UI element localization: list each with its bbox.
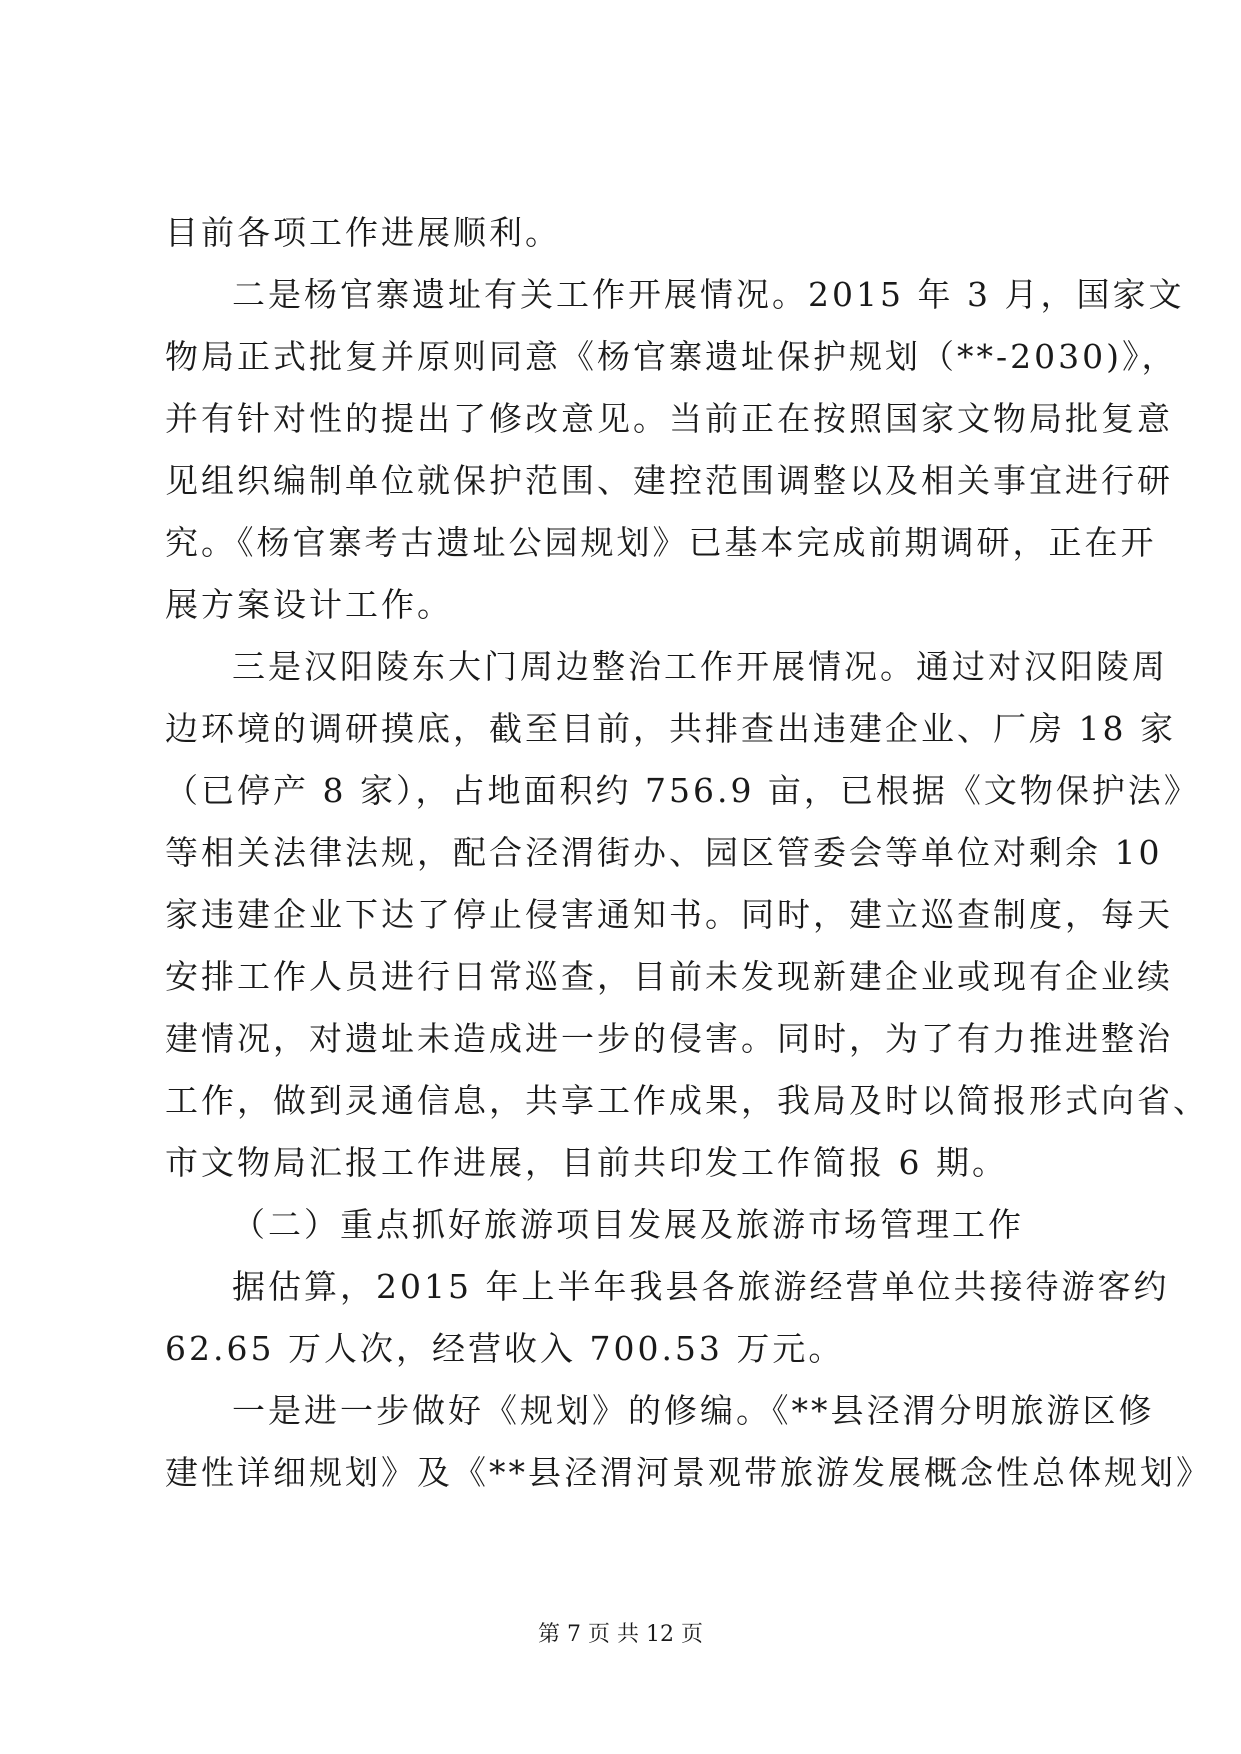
- text-line: 物局正式批复并原则同意《杨官寨遗址保护规划（**-2030)》，: [165, 337, 1178, 376]
- section-heading: （二）重点抓好旅游项目发展及旅游市场管理工作: [232, 1205, 1024, 1244]
- text-line: 工作，做到灵通信息，共享工作成果，我局及时以简报形式向省、: [165, 1081, 1209, 1120]
- text-line: 并有针对性的提出了修改意见。当前正在按照国家文物局批复意: [165, 399, 1173, 438]
- text-line: 究。《杨官寨考古遗址公园规划》已基本完成前期调研，正在开: [165, 523, 1157, 562]
- text-line: 二是杨官寨遗址有关工作开展情况。2015 年 3 月，国家文: [232, 275, 1185, 314]
- text-line: 62.65 万人次，经营收入 700.53 万元。: [165, 1329, 845, 1368]
- text-line: 市文物局汇报工作进展，目前共印发工作简报 6 期。: [165, 1143, 1008, 1182]
- text-line: 展方案设计工作。: [165, 585, 453, 624]
- text-line: 一是进一步做好《规划》的修编。《**县泾渭分明旅游区修: [232, 1391, 1155, 1430]
- text-line: 家违建企业下达了停止侵害通知书。同时，建立巡查制度，每天: [165, 895, 1173, 934]
- text-line: 等相关法律法规，配合泾渭街办、园区管委会等单位对剩余 10: [165, 833, 1163, 872]
- text-line: 三是汉阳陵东大门周边整治工作开展情况。通过对汉阳陵周: [232, 647, 1168, 686]
- text-line: 建情况，对遗址未造成进一步的侵害。同时，为了有力推进整治: [165, 1019, 1173, 1058]
- text-line: 安排工作人员进行日常巡查，目前未发现新建企业或现有企业续: [165, 957, 1173, 996]
- text-line: 据估算，2015 年上半年我县各旅游经营单位共接待游客约: [232, 1267, 1170, 1306]
- text-line: 见组织编制单位就保护范围、建控范围调整以及相关事宜进行研: [165, 461, 1173, 500]
- text-line: 边环境的调研摸底，截至目前，共排查出违建企业、厂房 18 家: [165, 709, 1176, 748]
- text-line: 建性详细规划》及《**县泾渭河景观带旅游发展概念性总体规划》: [165, 1453, 1212, 1492]
- text-line: （已停产 8 家），占地面积约 756.9 亩，已根据《文物保护法》: [165, 771, 1200, 810]
- text-line: 目前各项工作进展顺利。: [165, 213, 561, 252]
- page-number-footer: 第 7 页 共 12 页: [538, 1622, 703, 1647]
